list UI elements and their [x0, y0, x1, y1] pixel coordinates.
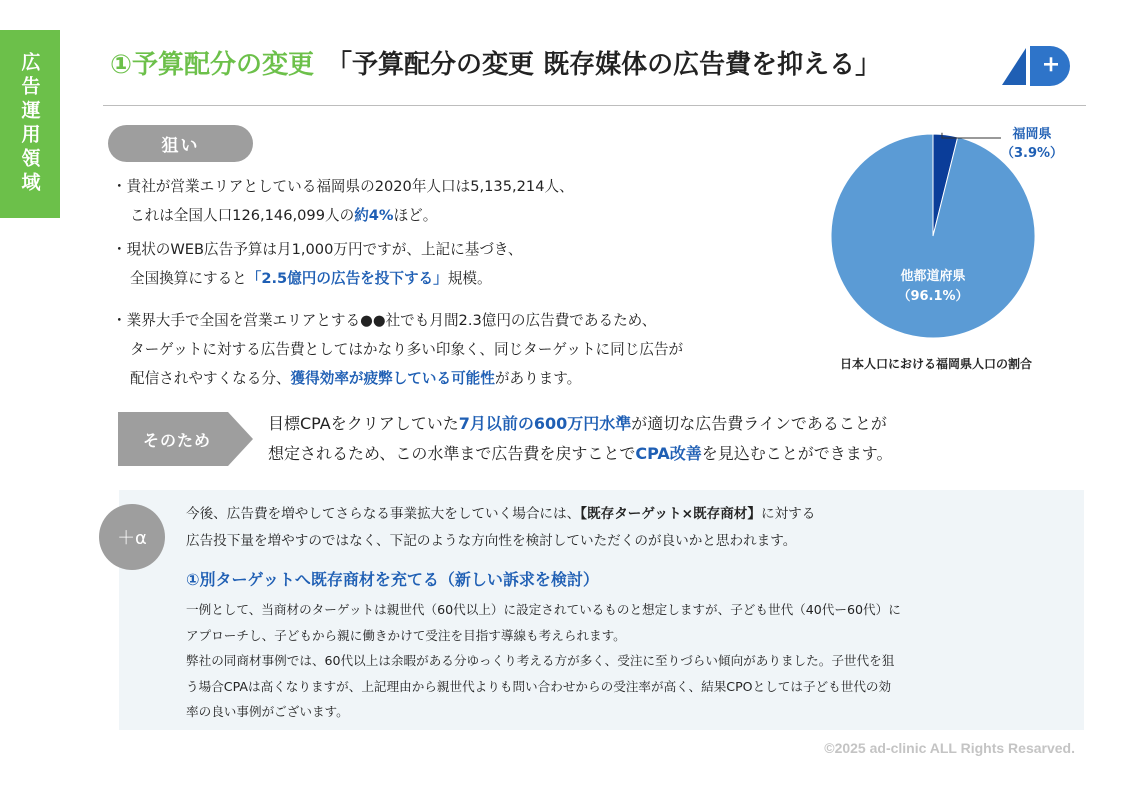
aim-bullet-1-line1: ・貴社が営業エリアとしている福岡県の2020年人口は5,135,214人、: [112, 178, 574, 195]
page-title-green: ①予算配分の変更: [110, 50, 315, 80]
pie-slice-other-prefectures: [831, 134, 1035, 338]
aim-bullet-3-line3: [112, 364, 683, 393]
therefore-text: [268, 409, 893, 469]
plus-alpha-body: [186, 597, 1016, 725]
plus-alpha-sub-heading: ①別ターゲットへ既存商材を充てる（新しい訴求を検討）: [186, 570, 599, 589]
plus-alpha-intro: [186, 501, 815, 555]
aim-bullet-3-highlight: 獲得効率が疲弊している可能性: [290, 370, 495, 387]
plus-alpha-intro-line-2: 広告投下量を増やすのではなく、下記のような方向性を検討していただくのが良いかと思われます。: [186, 533, 797, 549]
aim-bullet-2: [112, 235, 523, 293]
page-title-main: 「予算配分の変更 既存媒体の広告費を抑える」: [326, 50, 882, 80]
aim-bullet-2-line1: ・現状のWEB広告予算は月1,000万円ですが、上記に基づき、: [112, 241, 523, 258]
aim-bullet-1-line2: [112, 201, 574, 230]
pie-svg: [820, 120, 1080, 380]
therefore-line-1-text: 目標CPAをクリアしていた: [268, 414, 459, 433]
aim-bullet-2-suffix: 規模。: [447, 270, 492, 287]
plus-alpha-body-line: 弊社の同商材事例では、60代以上は余暇がある分ゆっくり考える方が多く、受注に至りづらい傾向がありました。子世代を狙: [186, 653, 895, 668]
aim-bullet-3-text: 配信されやすくなる分、: [130, 370, 291, 387]
population-pie-chart: [820, 120, 1080, 380]
therefore-line-1: [268, 409, 893, 439]
aim-bullet-2-text: 全国換算にすると: [130, 270, 247, 287]
chart-title: 日本人口における福岡県人口の割合: [839, 357, 1032, 371]
therefore-line-2-suffix: を見込むことができます。: [701, 444, 893, 463]
aim-bullet-3: [112, 306, 683, 393]
aim-bullet-1: [112, 172, 574, 230]
plus-alpha-badge: ＋α: [99, 504, 165, 570]
therefore-arrow: [118, 412, 253, 466]
aim-bullet-2-highlight: 「2.5億円の広告を投下する」: [246, 270, 448, 287]
therefore-line-2: [268, 439, 893, 469]
aim-bullet-1-text: これは全国人口126,146,099人の: [130, 207, 355, 224]
header-divider: [103, 105, 1086, 106]
aim-bullet-2-line2: [112, 264, 523, 293]
plus-alpha-body-line: 率の良い事例がございます。: [186, 704, 349, 719]
plus-alpha-body-line: アプローチし、子どもから親に働きかけて受注を目指す導線も考えられます。: [186, 627, 626, 643]
copyright-footer: ©2025 ad-clinic ALL Rights Resarved.: [824, 740, 1075, 756]
side-tab-label: 広告運用領域: [18, 52, 41, 196]
ad-plus-logo-icon: [1000, 38, 1080, 90]
plus-alpha-intro-bold: 【既存ターゲット×既存商材】: [580, 506, 761, 522]
pie-value-other-prefectures: （96.1%）: [897, 289, 969, 304]
pie-value-fukuoka: （3.9%）: [1000, 146, 1064, 161]
plus-alpha-intro-line-1: [186, 501, 815, 528]
side-tab: [0, 30, 60, 218]
therefore-line-2-text: 想定されるため、この水準まで広告費を戻すことで: [268, 444, 636, 463]
therefore-label: そのため: [142, 430, 211, 450]
aim-bullet-3-line2: ターゲットに対する広告費としてはかなり多い印象く、同じターゲットに同じ広告が: [130, 341, 684, 358]
page-title: [110, 44, 881, 81]
plus-alpha-body-line: う場合CPAは高くなりますが、上記理由から親世代よりも問い合わせからの受注率が高く、結果CPOとしては子ども世代の効: [186, 678, 892, 694]
aim-label: 狙い: [108, 125, 253, 162]
aim-bullet-3-suffix: があります。: [494, 370, 582, 387]
therefore-line-2-highlight: CPA改善: [635, 444, 702, 463]
pie-label-other-prefectures: 他都道府県: [900, 269, 966, 284]
plus-alpha-intro-text: 今後、広告費を増やしてさらなる事業拡大をしていく場合には、: [186, 506, 581, 522]
aim-bullet-1-suffix: ほど。: [393, 207, 438, 224]
aim-bullet-3-line1: ・業界大手で全国を営業エリアとする●●社でも月間2.3億円の広告費であるため、: [112, 312, 657, 329]
therefore-line-1-highlight: 7月以前の600万円水準: [458, 414, 632, 433]
pie-label-fukuoka: 福岡県: [1012, 127, 1052, 142]
plus-alpha-body-line: 一例として、当商材のターゲットは親世代（60代以上）に設定されているものと想定しますが、子ども世代（40代ー60代）に: [186, 602, 901, 617]
therefore-line-1-suffix: が適切な広告費ラインであることが: [631, 414, 887, 433]
aim-bullet-1-highlight: 約4%: [354, 207, 394, 224]
plus-alpha-intro-suffix: に対する: [760, 506, 816, 522]
